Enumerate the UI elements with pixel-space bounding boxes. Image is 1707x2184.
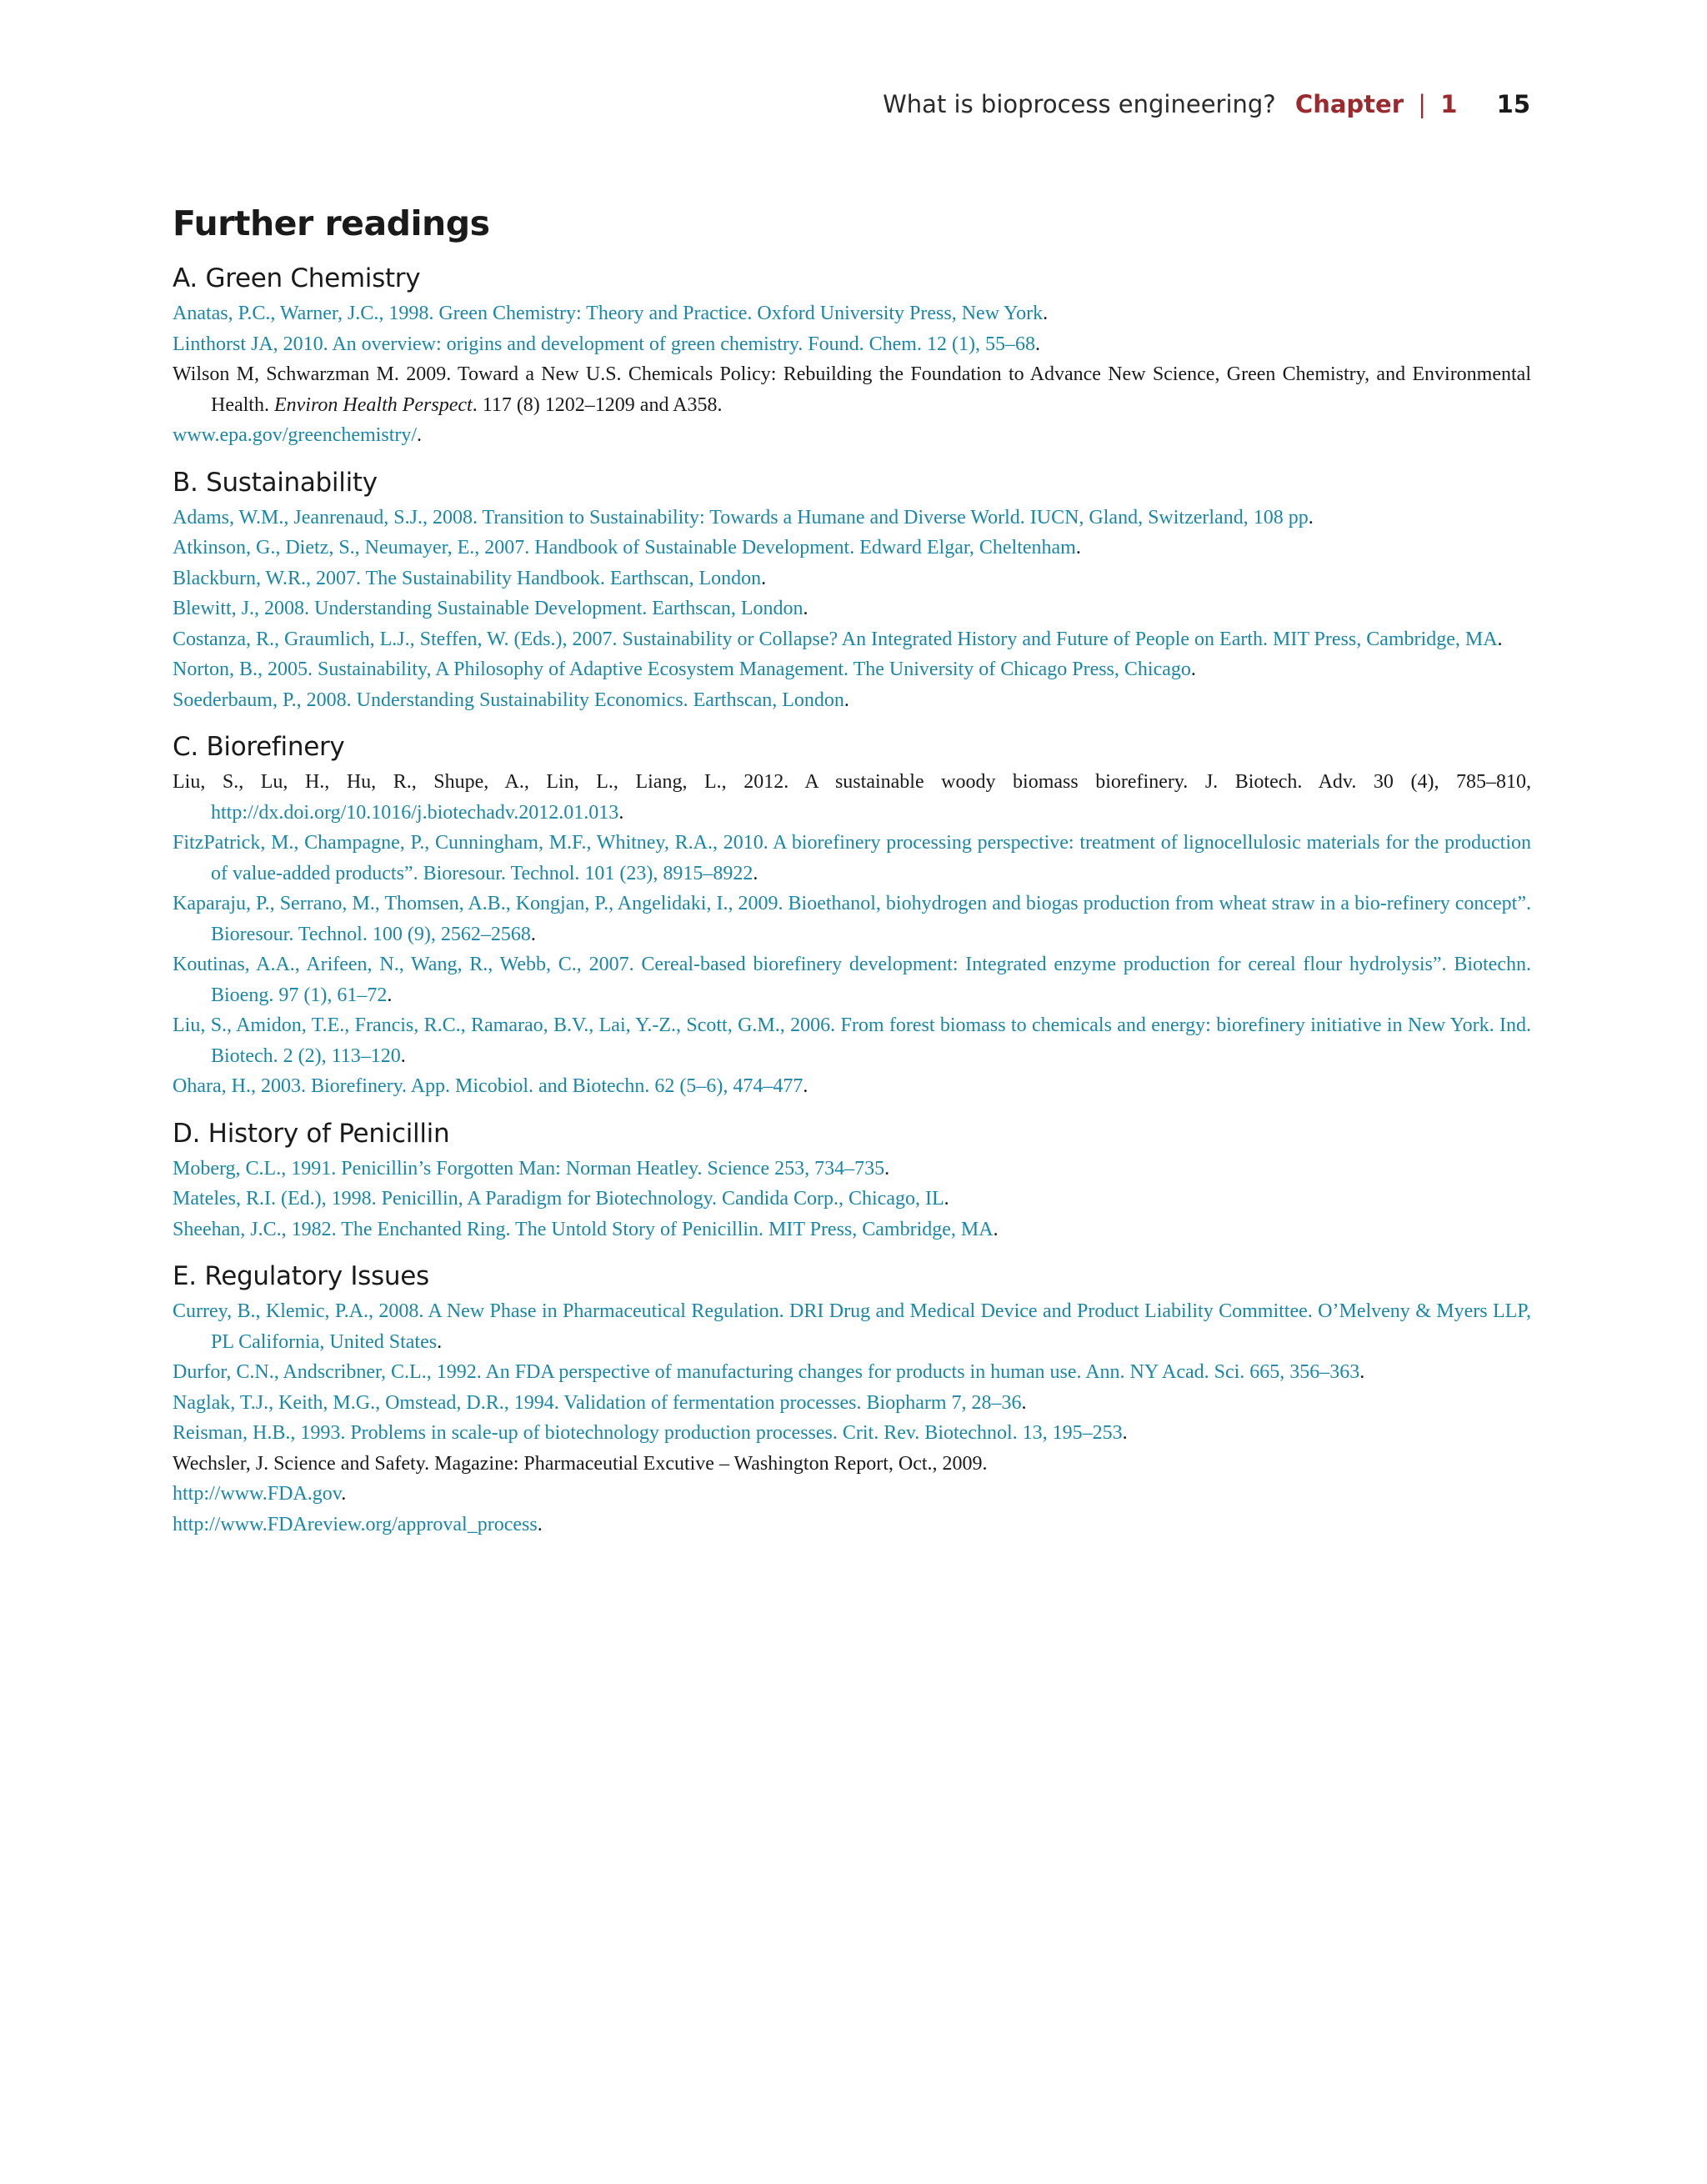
reference-link[interactable]: Naglak, T.J., Keith, M.G., Omstead, D.R., 1994. Validation of fermentation processes. Biopharm 7, 28–36 (173, 1391, 1022, 1414)
reference-item: Costanza, R., Graumlich, L.J., Steffen, W. (Eds.), 2007. Sustainability or Collapse? An Integrated History and Future of People on Earth. MIT Press, Cambridge, MA. (173, 628, 1503, 650)
reference-link[interactable]: Ohara, H., 2003. Biorefinery. App. Micobiol. and Biotechn. 62 (5–6), 474–477 (173, 1075, 803, 1097)
reference-url-link[interactable]: http://www.FDAreview.org/approval_process (173, 1513, 538, 1535)
section-green-chemistry (173, 263, 1531, 451)
reference-link[interactable]: Blewitt, J., 2008. Understanding Sustainable Development. Earthscan, London (173, 598, 803, 619)
reference-link[interactable]: Adams, W.M., Jeanrenaud, S.J., 2008. Transition to Sustainability: Towards a Humane and Diverse World. IUCN, Gland, Switzerland, 108 pp (173, 506, 1309, 528)
reference-item: Mateles, R.I. (Ed.), 1998. Penicillin, A Paradigm for Biotechnology. Candida Corp., Chicago, IL. (173, 1188, 949, 1210)
section-title: C. Biorefinery (173, 732, 345, 762)
doi-link[interactable]: http://dx.doi.org/10.1016/j.biotechadv.2012.01.013 (211, 801, 619, 824)
reference-link[interactable]: FitzPatrick, M., Champagne, P., Cunningham, M.F., Whitney, R.A., 2010. A biorefinery processing perspective: treatment of lignocellulosic materials for the production of value-added products”. Bioresour. Technol. 101 (23), 8915–8922 (173, 832, 1531, 884)
reference-item: Blackburn, W.R., 2007. The Sustainability Handbook. Earthscan, London. (173, 567, 767, 589)
reference-link[interactable]: Mateles, R.I. (Ed.), 1998. Penicillin, A Paradigm for Biotechnology. Candida Corp., Chicago, IL (173, 1188, 944, 1210)
reference-item: Koutinas, A.A., Arifeen, N., Wang, R., Webb, C., 2007. Cereal-based biorefinery development: Integrated enzyme production for cereal flour hydrolysis”. Biotechn. Bioeng. 97 (1), 61–72. (173, 954, 1531, 1006)
reference-link[interactable]: Linthorst JA, 2010. An overview: origins and development of green chemistry. Found. Chem. 12 (1), 55–68 (173, 333, 1035, 355)
reference-item: www.epa.gov/greenchemistry/. (173, 424, 423, 446)
reference-item: Reisman, H.B., 1993. Problems in scale-up of biotechnology production processes. Crit. Rev. Biotechnol. 13, 195–253. (173, 1422, 1128, 1444)
reference-link[interactable]: Moberg, C.L., 1991. Penicillin’s Forgotten Man: Norman Heatley. Science 253, 734–735 (173, 1157, 885, 1180)
journal-name: Environ Health Perspect (273, 393, 473, 416)
reference-item: Linthorst JA, 2010. An overview: origins and development of green chemistry. Found. Chem. 12 (1), 55–68. (173, 333, 1040, 355)
section-sustainability (173, 468, 1531, 716)
section-biorefinery (173, 732, 1531, 1102)
reference-item: Ohara, H., 2003. Biorefinery. App. Micobiol. and Biotechn. 62 (5–6), 474–477. (173, 1075, 808, 1097)
reference-link[interactable]: Blackburn, W.R., 2007. The Sustainability Handbook. Earthscan, London (173, 567, 762, 589)
reference-link[interactable]: Soederbaum, P., 2008. Understanding Sustainability Economics. Earthscan, London (173, 689, 844, 711)
chapter-separator: | (1418, 90, 1427, 118)
reference-link[interactable]: Norton, B., 2005. Sustainability, A Philosophy of Adaptive Ecosystem Management. The University of Chicago Press, Chicago (173, 659, 1191, 680)
section-title: B. Sustainability (173, 467, 378, 498)
reference-link[interactable]: Costanza, R., Graumlich, L.J., Steffen, W. (Eds.), 2007. Sustainability or Collapse? An Integrated History and Future of People on Earth. MIT Press, Cambridge, MA (173, 628, 1498, 650)
page-number: 15 (1496, 90, 1530, 118)
reference-item: Wechsler, J. Science and Safety. Magazine: Pharmaceutial Excutive – Washington Report, Oct., 2009. (173, 1452, 988, 1475)
reference-item: Sheehan, J.C., 1982. The Enchanted Ring. The Untold Story of Penicillin. MIT Press, Cambridge, MA. (173, 1218, 999, 1240)
reference-link[interactable]: Koutinas, A.A., Arifeen, N., Wang, R., Webb, C., 2007. Cereal-based biorefinery development: Integrated enzyme production for cereal flour hydrolysis”. Biotechn. Bioeng. 97 (1), 61–72 (173, 954, 1531, 1006)
chapter-number: 1 (1440, 90, 1458, 118)
chapter-label: Chapter (1294, 90, 1404, 118)
reference-item: Norton, B., 2005. Sustainability, A Philosophy of Adaptive Ecosystem Management. The University of Chicago Press, Chicago. (173, 659, 1196, 680)
reference-item: FitzPatrick, M., Champagne, P., Cunningham, M.F., Whitney, R.A., 2010. A biorefinery processing perspective: treatment of lignocellulosic materials for the production of value-added products”. Bioresour. Technol. 101 (23), 8915–8922. (173, 832, 1531, 884)
section-title: A. Green Chemistry (173, 263, 421, 293)
reference-link[interactable]: Durfor, C.N., Andscribner, C.L., 1992. An FDA perspective of manufacturing changes for products in human use. Ann. NY Acad. Sci. 665, 356–363 (173, 1361, 1360, 1383)
reference-link[interactable]: Liu, S., Amidon, T.E., Francis, R.C., Ramarao, B.V., Lai, Y.-Z., Scott, G.M., 2006. From forest biomass to chemicals and energy: biorefinery initiative in New York. Ind. Biotech. 2 (2), 113–120 (173, 1014, 1531, 1067)
section-history-of-penicillin (173, 1119, 1531, 1245)
reference-item: Currey, B., Klemic, P.A., 2008. A New Phase in Pharmaceutical Regulation. DRI Drug and Medical Device and Product Liability Committee. O’Melveny & Myers LLP, PL California, United States. (173, 1300, 1531, 1353)
reference-link[interactable]: Atkinson, G., Dietz, S., Neumayer, E., 2007. Handbook of Sustainable Development. Edward Elgar, Cheltenham (173, 537, 1076, 559)
reference-item: http://www.FDAreview.org/approval_process. (173, 1513, 543, 1535)
reference-item: Liu, S., Amidon, T.E., Francis, R.C., Ramarao, B.V., Lai, Y.-Z., Scott, G.M., 2006. From forest biomass to chemicals and energy: biorefinery initiative in New York. Ind. Biotech. 2 (2), 113–120. (173, 1014, 1531, 1067)
reference-item: Anatas, P.C., Warner, J.C., 1998. Green Chemistry: Theory and Practice. Oxford University Press, New York. (173, 303, 1049, 324)
reference-item: Naglak, T.J., Keith, M.G., Omstead, D.R., 1994. Validation of fermentation processes. Biopharm 7, 28–36. (173, 1391, 1027, 1414)
reference-item: Durfor, C.N., Andscribner, C.L., 1992. An FDA perspective of manufacturing changes for products in human use. Ann. NY Acad. Sci. 665, 356–363. (173, 1361, 1365, 1383)
reference-link[interactable]: Kaparaju, P., Serrano, M., Thomsen, A.B., Kongjan, P., Angelidaki, I., 2009. Bioethanol, biohydrogen and biogas production from wheat straw in a bio-refinery concept”. Bioresour. Technol. 100 (9), 2562–2568 (173, 893, 1531, 945)
reference-item: Blewitt, J., 2008. Understanding Sustainable Development. Earthscan, London. (173, 598, 808, 619)
reference-link[interactable]: Sheehan, J.C., 1982. The Enchanted Ring. The Untold Story of Penicillin. MIT Press, Cambridge, MA (173, 1218, 994, 1240)
reference-url-link[interactable]: http://www.FDA.gov (173, 1483, 342, 1505)
section-title: D. History of Penicillin (173, 1118, 450, 1149)
reference-link[interactable]: Currey, B., Klemic, P.A., 2008. A New Phase in Pharmaceutical Regulation. DRI Drug and Medical Device and Product Liability Committee. O’Melveny & Myers LLP, PL California, United States (173, 1300, 1531, 1353)
running-header (883, 90, 1530, 118)
reference-url-link[interactable]: www.epa.gov/greenchemistry/ (173, 424, 418, 446)
reference-item: Liu, S., Lu, H., Hu, R., Shupe, A., Lin, L., Liang, L., 2012. A sustainable woody biomass biorefinery. J. Biotech. Adv. 30 (4), 785–810, http://dx.doi.org/10.1016/j.biotechadv.2012.01.013. (173, 771, 1531, 824)
reference-item: Wilson M, Schwarzman M. 2009. Toward a New U.S. Chemicals Policy: Rebuilding the Foundation to Advance New Science, Green Chemistry, and Environmental Health. Environ Health Perspect. 117 (8) 1202–1209 and A358. (173, 363, 1531, 416)
reference-link[interactable]: Reisman, H.B., 1993. Problems in scale-up of biotechnology production processes. Crit. Rev. Biotechnol. 13, 195–253 (173, 1422, 1123, 1444)
reference-item: Moberg, C.L., 1991. Penicillin’s Forgotten Man: Norman Heatley. Science 253, 734–735. (173, 1157, 890, 1180)
reference-item: Atkinson, G., Dietz, S., Neumayer, E., 2007. Handbook of Sustainable Development. Edward Elgar, Cheltenham. (173, 537, 1081, 559)
reference-item: Adams, W.M., Jeanrenaud, S.J., 2008. Transition to Sustainability: Towards a Humane and Diverse World. IUCN, Gland, Switzerland, 108 pp. (173, 506, 1314, 528)
reference-item: Soederbaum, P., 2008. Understanding Sustainability Economics. Earthscan, London. (173, 689, 849, 711)
reference-item: Kaparaju, P., Serrano, M., Thomsen, A.B., Kongjan, P., Angelidaki, I., 2009. Bioethanol, biohydrogen and biogas production from wheat straw in a bio-refinery concept”. Bioresour. Technol. 100 (9), 2562–2568. (173, 893, 1531, 945)
reference-item: http://www.FDA.gov. (173, 1483, 347, 1505)
section-regulatory-issues (173, 1261, 1531, 1540)
running-title: What is bioprocess engineering? (883, 90, 1276, 118)
section-title: E. Regulatory Issues (173, 1261, 429, 1291)
page-title: Further readings (173, 203, 490, 243)
reference-link[interactable]: Anatas, P.C., Warner, J.C., 1998. Green Chemistry: Theory and Practice. Oxford University Press, New York (173, 303, 1044, 324)
further-readings-content (173, 203, 1531, 1556)
